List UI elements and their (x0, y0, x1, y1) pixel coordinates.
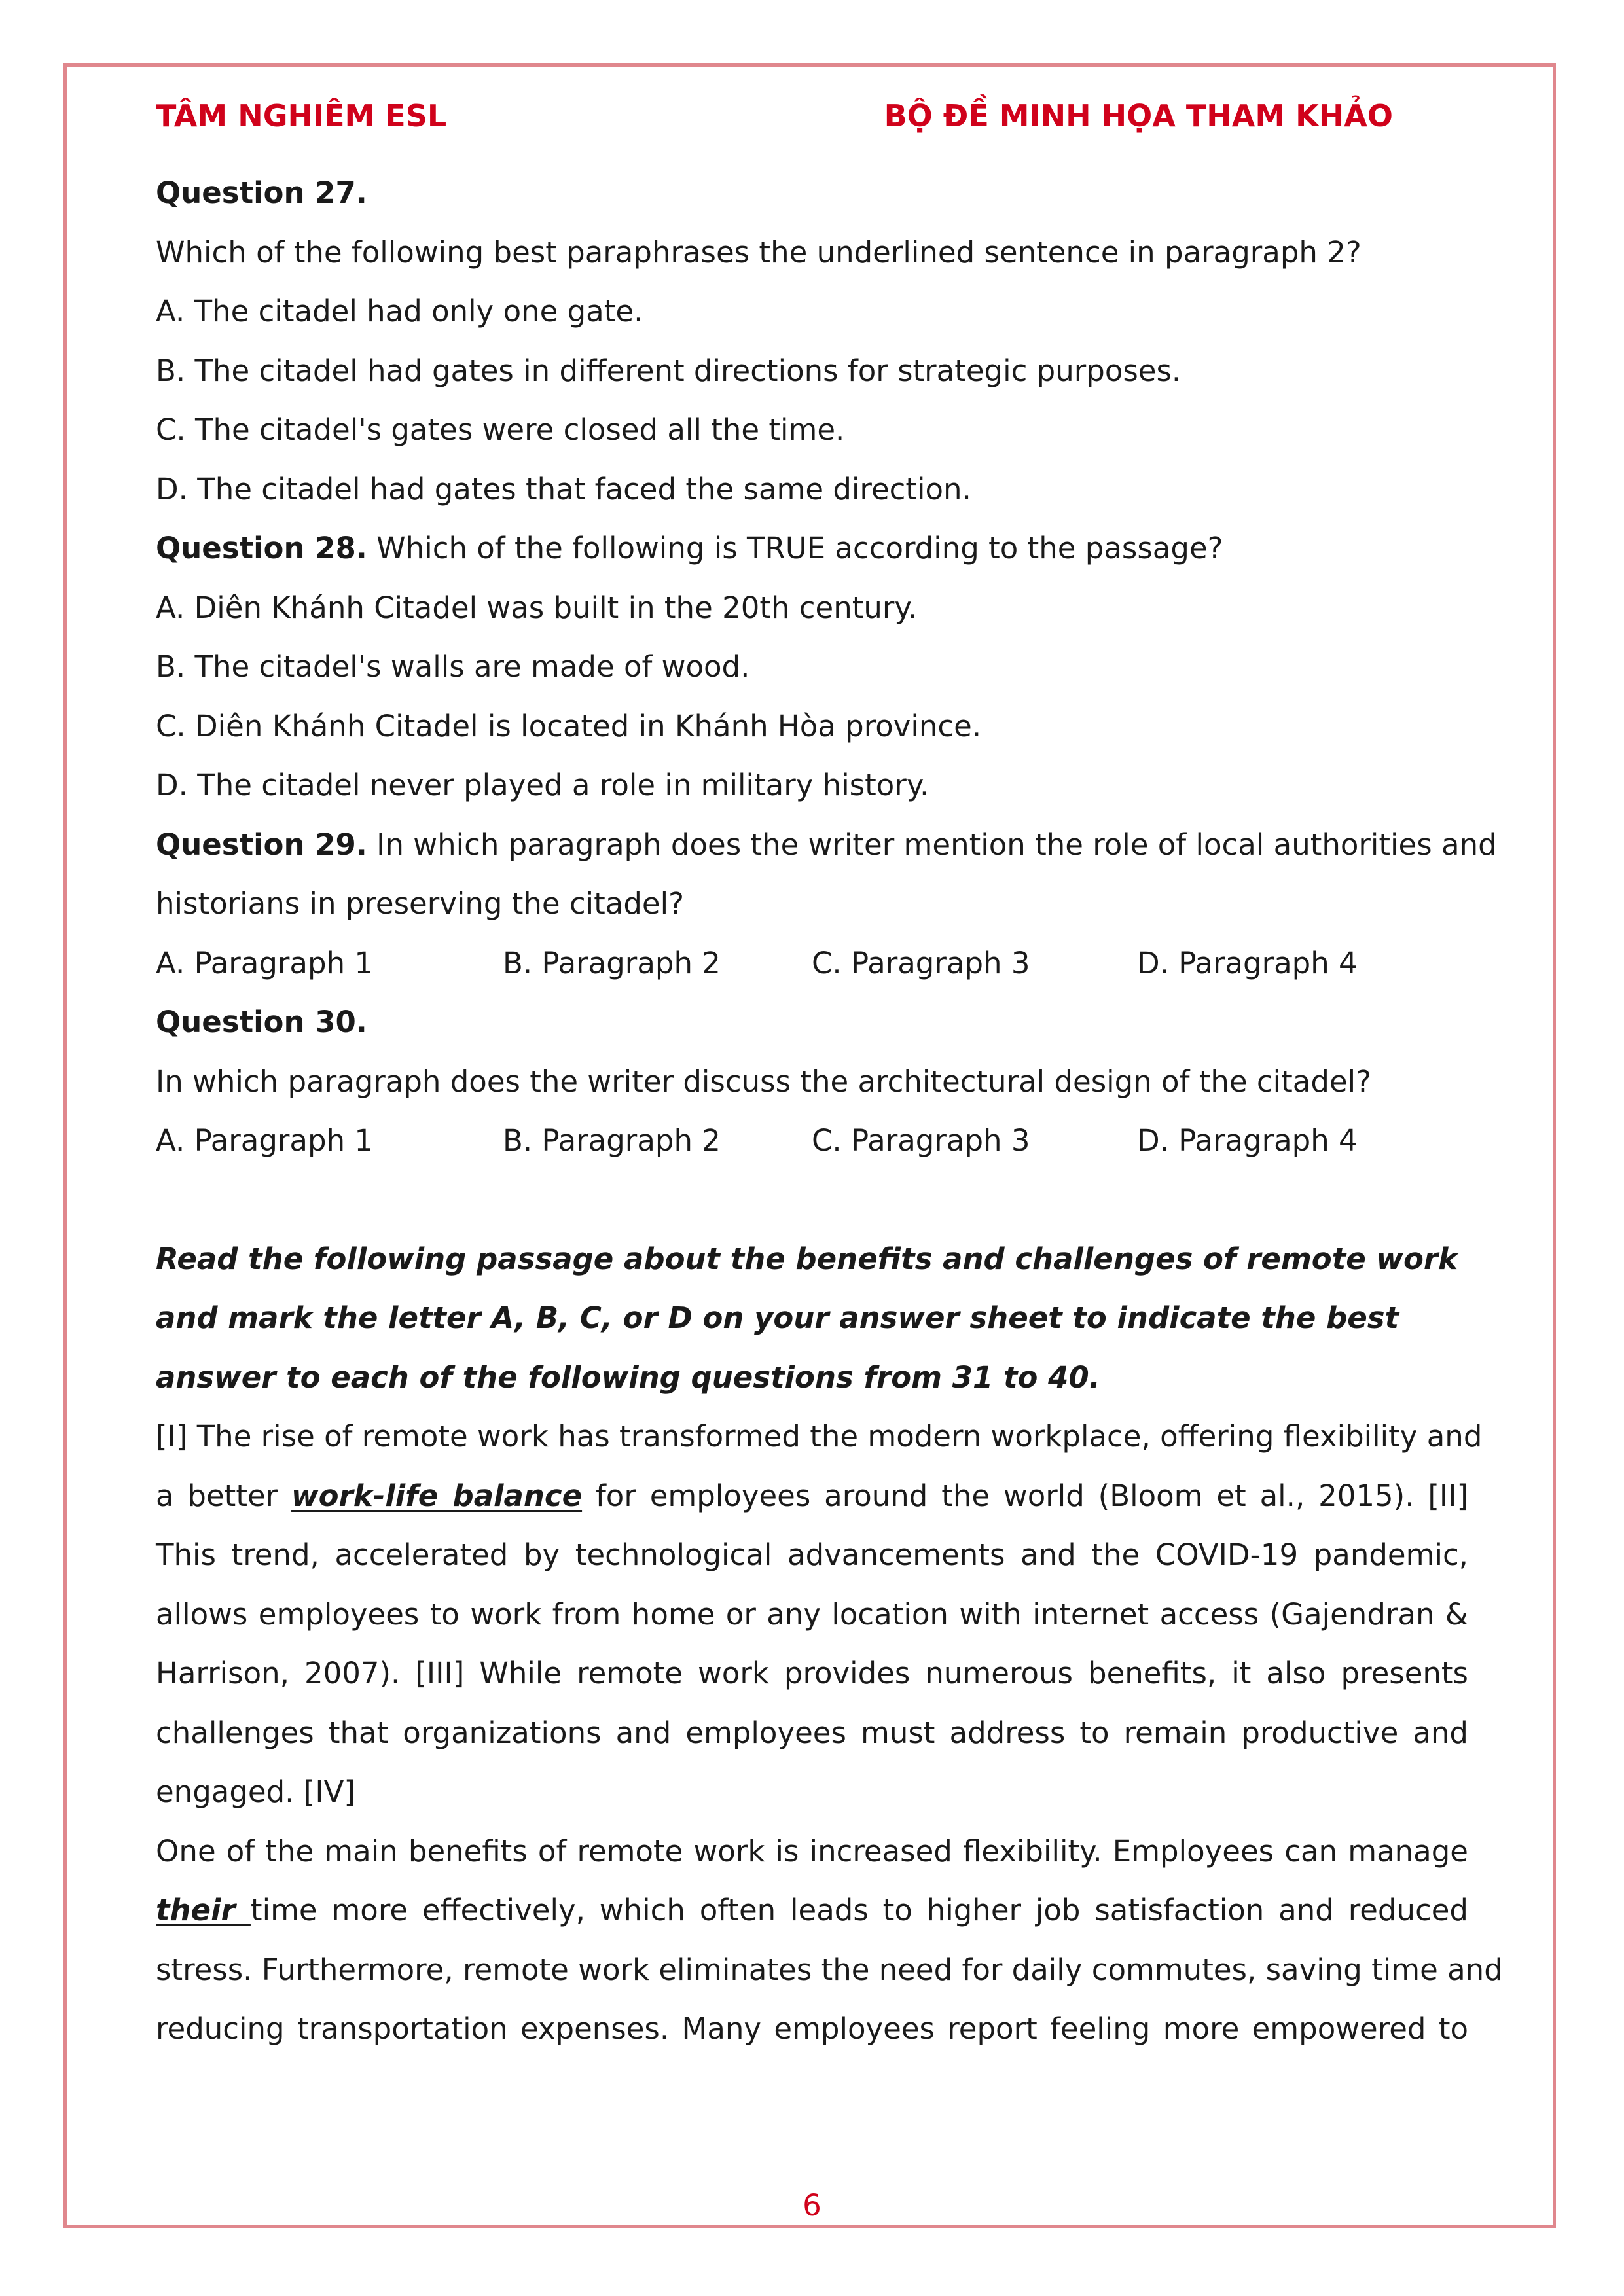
question-27-option-b: B. The citadel had gates in different directions for strategic purposes. (156, 353, 1182, 388)
question-29-title: Question 29. (156, 827, 367, 862)
question-30-stem: In which paragraph does the writer discuss the architectural design of the citadel? (156, 1064, 1371, 1099)
document-body (156, 164, 1503, 2059)
passage-p1-line-7: engaged. [IV] (156, 1774, 355, 1809)
passage-p1-line-2-post: for employees around the world (Bloom et al., 2015). [II] (595, 1478, 1469, 1513)
question-29-stem-line-2: historians in preserving the citadel? (156, 886, 684, 921)
question-27-option-c: C. The citadel's gates were closed all the time. (156, 412, 845, 447)
passage-p2-line-2 (156, 1881, 1468, 1941)
highlighted-word-their: their (156, 1893, 251, 1928)
question-30-option-d: D. Paragraph 4 (1137, 1123, 1358, 1158)
passage-p1-line-5: Harrison, 2007). [III] While remote work provides numerous benefits, it also presents (156, 1656, 1468, 1691)
passage-paragraph-1 (156, 1407, 1483, 1822)
question-28 (156, 519, 1468, 579)
passage-p1-line-2-pre: a better (156, 1478, 292, 1513)
instruction-line-1: Read the following passage about the benefits and challenges of remote work (156, 1241, 1458, 1276)
passage-p1-line-1: [I] The rise of remote work has transformed the modern workplace, offering flexibility and (156, 1419, 1483, 1454)
instruction-line-3: answer to each of the following questions from 31 to 40. (156, 1359, 1100, 1395)
question-27-option-d: D. The citadel had gates that faced the same direction. (156, 471, 971, 507)
section-spacer (156, 1171, 1468, 1230)
passage-p1-line-6: challenges that organizations and employees must address to remain productive and (156, 1715, 1468, 1750)
question-29-option-d: D. Paragraph 4 (1137, 945, 1358, 980)
question-30-option-b: B. Paragraph 2 (503, 1123, 721, 1158)
question-28-option-c: C. Diên Khánh Citadel is located in Khánh Hòa province. (156, 708, 982, 744)
question-28-option-d: D. The citadel never played a role in military history. (156, 768, 929, 802)
question-30-option-c: C. Paragraph 3 (812, 1123, 1030, 1158)
question-27-stem: Which of the following best paraphrases the underlined sentence in paragraph 2? (156, 234, 1362, 270)
question-29-options (156, 934, 1468, 994)
question-29-option-c: C. Paragraph 3 (812, 945, 1030, 980)
passage-p2-line-3: stress. Furthermore, remote work eliminates the need for daily commutes, saving time and (156, 1952, 1503, 1987)
header-left-title: TÂM NGHIÊM ESL (156, 98, 447, 134)
passage-p1-line-4: allows employees to work from home or any location with internet access (Gajendran & (156, 1596, 1468, 1632)
question-28-option-b: B. The citadel's walls are made of wood. (156, 649, 750, 684)
question-28-option-a: A. Diên Khánh Citadel was built in the 20th century. (156, 590, 917, 625)
question-29-option-b: B. Paragraph 2 (503, 945, 721, 980)
question-29 (156, 816, 1497, 875)
question-29-option-a: A. Paragraph 1 (156, 945, 374, 980)
highlighted-phrase-work-life-balance: work-life balance (291, 1478, 583, 1513)
question-28-title: Question 28. (156, 531, 367, 565)
question-30-title: Question 30. (156, 1005, 367, 1039)
passage-p2-line-2-post: time more effectively, which often leads to higher job satisfaction and reduced (250, 1893, 1468, 1928)
page-header (156, 98, 1393, 134)
header-right-title: BỘ ĐỀ MINH HỌA THAM KHẢO (884, 98, 1393, 134)
passage-paragraph-2 (156, 1822, 1503, 2059)
question-29-stem-line-1: In which paragraph does the writer mention the role of local authorities and (367, 827, 1497, 862)
instruction-line-2: and mark the letter A, B, C, or D on your answer sheet to indicate the best (156, 1300, 1399, 1335)
question-27-option-a: A. The citadel had only one gate. (156, 294, 643, 329)
question-27-title: Question 27. (156, 175, 367, 210)
page-number: 6 (803, 2188, 821, 2223)
question-30-options (156, 1111, 1468, 1171)
question-28-stem: Which of the following is TRUE according to the passage? (367, 531, 1223, 565)
passage-p2-line-1: One of the main benefits of remote work is increased flexibility. Employees can manage (156, 1833, 1468, 1869)
passage-p1-line-2 (156, 1467, 1468, 1526)
passage-p2-line-4: reducing transportation expenses. Many employees report feeling more empowered to (156, 2011, 1468, 2046)
passage-p1-line-3: This trend, accelerated by technological advancements and the COVID-19 pandemic, (156, 1537, 1468, 1572)
question-30-option-a: A. Paragraph 1 (156, 1123, 374, 1158)
